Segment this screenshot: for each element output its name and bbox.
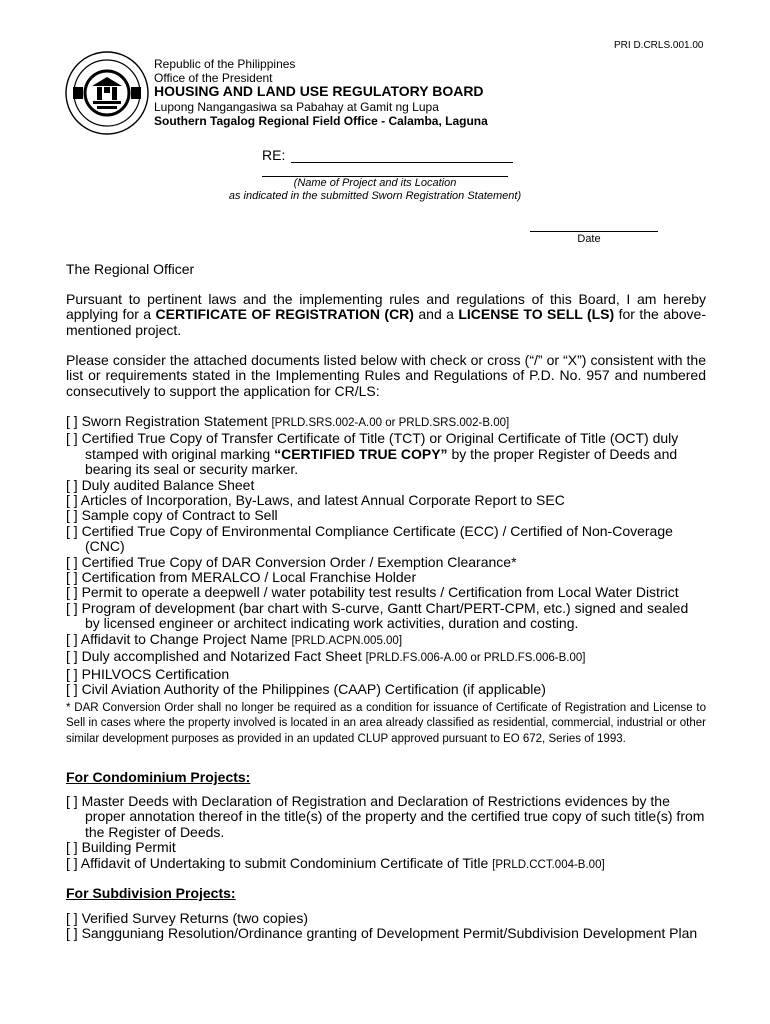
condominium-heading: For Condominium Projects:	[66, 769, 251, 785]
instructions-paragraph: Please consider the attached documents listed below with check or cross (“/” or “X”) consistent with the list or requirements stated in the Implementing Rules and Regulations of P.D. No. 957 and numbered consecutively to support the application for CR/LS:	[66, 352, 706, 399]
list-item: [ ] PHILVOCS Certification	[66, 665, 230, 682]
condominium-list	[66, 794, 706, 873]
subdivision-list	[66, 911, 706, 942]
checkbox[interactable]: [ ]	[66, 476, 78, 493]
list-item: [ ] Civil Aviation Authority of the Philippines (CAAP) Certification (if applicable)	[66, 680, 546, 697]
list-item: [ ] Building Permit	[66, 839, 176, 856]
header-agency: HOUSING AND LAND USE REGULATORY BOARD	[154, 83, 484, 99]
list-item: [ ] Sangguniang Resolution/Ordinance granting of Development Permit/Subdivision Development Plan	[66, 925, 698, 942]
checkbox[interactable]: [ ]	[66, 507, 78, 524]
list-item: [ ] Articles of Incorporation, By-Laws, and latest Annual Corporate Report to SEC	[66, 492, 565, 509]
ls-term: LICENSE TO SELL (LS)	[458, 306, 615, 323]
checkbox[interactable]: [ ]	[66, 648, 78, 665]
addressee: The Regional Officer	[66, 261, 195, 277]
checkbox[interactable]: [ ]	[66, 854, 78, 871]
checkbox[interactable]: [ ]	[66, 522, 78, 539]
list-item: [ ] Permit to operate a deepwell / water potability test results / Certification from Local Water District	[66, 584, 679, 601]
re-caption-line2: as indicated in the submitted Sworn Registration Statement)	[228, 190, 522, 202]
re-caption	[180, 177, 570, 203]
checkbox[interactable]: [ ]	[66, 925, 78, 942]
application-paragraph: Pursuant to pertinent laws and the implementing rules and regulations of this Board, I am hereby applying for a CERTIFICATE OF REGISTRATION (CR) and a LICENSE TO SELL (LS) for the above-mentioned project.	[66, 291, 706, 338]
list-item: [ ] Certification from MERALCO / Local Franchise Holder	[66, 569, 417, 586]
list-item: [ ] Verified Survey Returns (two copies)	[66, 910, 308, 926]
checkbox[interactable]: [ ]	[66, 584, 78, 601]
checkbox[interactable]: [ ]	[66, 839, 78, 856]
checkbox[interactable]: [ ]	[66, 569, 78, 586]
dar-footnote: * DAR Conversion Order shall no longer be required as a condition for issuance of Certificate of Registration and License to Sell in cases where the property involved is located in an area already classified as residential, commercial, industrial or other similar development purposes as provided in an updated CLUP approved pursuant to EO 672, Series of 1993.	[66, 702, 706, 745]
re-label: RE:	[262, 147, 286, 163]
checkbox[interactable]: [ ]	[66, 492, 78, 509]
checkbox[interactable]: [ ]	[66, 665, 78, 682]
checkbox[interactable]: [ ]	[66, 553, 78, 570]
header-republic: Republic of the Philippines	[154, 57, 296, 71]
header-office: Office of the President	[154, 71, 273, 85]
list-item: [ ] Duly audited Balance Sheet	[66, 476, 255, 493]
cr-term: CERTIFICATE OF REGISTRATION (CR)	[155, 306, 414, 323]
checkbox[interactable]: [ ]	[66, 599, 78, 616]
checkbox[interactable]: [ ]	[66, 680, 78, 697]
re-field[interactable]	[262, 147, 513, 163]
list-item: [ ] Master Deeds with Declaration of Registration and Declaration of Restrictions evidences by the proper annotation thereof in the title(s) of the property and the certified true copy of such title(s) from the Register of Deeds.	[66, 793, 705, 840]
header-agency-filipino: Lupong Nangangasiwa sa Pabahay at Gamit ng Lupa	[154, 100, 439, 114]
list-item: [ ] Duly accomplished and Notarized Fact Sheet [PRLD.FS.006-A.00 or PRLD.FS.006-B.00]	[66, 648, 586, 665]
subdivision-heading: For Subdivision Projects:	[66, 885, 236, 901]
re-blank-line[interactable]	[291, 148, 513, 163]
checkbox[interactable]: [ ]	[66, 910, 78, 926]
checkbox[interactable]: [ ]	[66, 793, 78, 809]
re-caption-line1: (Name of Project and its Location	[293, 177, 457, 189]
checkbox[interactable]: [ ]	[66, 413, 78, 429]
requirements-list	[66, 414, 706, 697]
checkbox[interactable]: [ ]	[66, 430, 78, 447]
document-code: PRI D.CRLS.001.00	[614, 40, 704, 51]
list-item: [ ] Certified True Copy of Transfer Certificate of Title (TCT) or Original Certificate of Title (OCT) duly stamped with original marking “CERTIFIED TRUE COPY” by the proper Register of Deeds and bearing its seal or security marker.	[66, 430, 679, 478]
hlurb-seal-logo	[64, 50, 150, 136]
list-item: [ ] Sample copy of Contract to Sell	[66, 507, 278, 524]
list-item: [ ] Certified True Copy of Environmental Compliance Certificate (ECC) / Certified of Non-Coverage (CNC)	[66, 522, 673, 555]
list-item: [ ] Affidavit to Change Project Name [PRLD.ACPN.005.00]	[66, 630, 403, 647]
header-regional-office: Southern Tagalog Regional Field Office - Calamba, Laguna	[154, 114, 488, 128]
list-item: [ ] Sworn Registration Statement [PRLD.SRS.002-A.00 or PRLD.SRS.002-B.00]	[66, 413, 510, 429]
date-blank-line[interactable]	[530, 231, 658, 232]
list-item: [ ] Certified True Copy of DAR Conversion Order / Exemption Clearance*	[66, 553, 517, 570]
checkbox[interactable]: [ ]	[66, 630, 78, 647]
date-label: Date	[577, 233, 601, 245]
list-item: [ ] Program of development (bar chart with S-curve, Gantt Chart/PERT-CPM, etc.) signed and sealed by licensed engineer or architect indicating work activities, duration and costing.	[66, 599, 689, 632]
list-item: [ ] Affidavit of Undertaking to submit Condominium Certificate of Title [PRLD.CCT.004-B.00]	[66, 854, 605, 871]
